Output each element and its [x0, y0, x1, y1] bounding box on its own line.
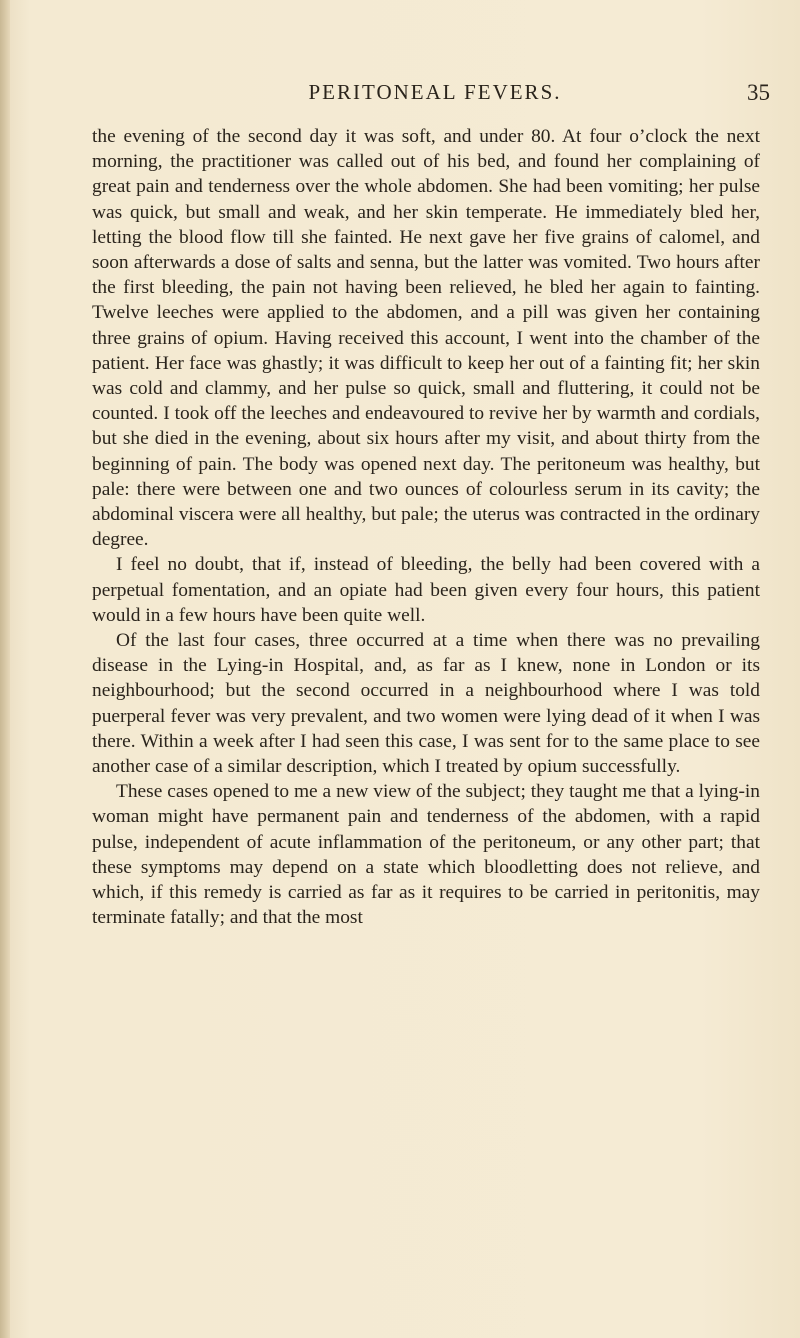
- running-title: PERITONEAL FEVERS.: [308, 80, 562, 104]
- running-head: [100, 80, 770, 108]
- body-text: [92, 124, 760, 931]
- page-spine-shadow: [0, 0, 10, 1338]
- paragraph-1: the evening of the second day it was soft, and under 80. At four o’clock the next morning, the practitioner was called out of his bed, and found her complaining of great pain and tenderness over the whole abdomen. She had been vomiting; her pulse was quick, but small and weak, and her skin temperate. He immediately bled her, letting the blood flow till she fainted. He next gave her five grains of calomel, and soon afterwards a dose of salts and senna, but the latter was vomited. Two hours after the first bleeding, the pain not having been relieved, he bled her again to fainting. Twelve leeches were applied to the abdomen, and a pill was given her containing three grains of opium. Having received this account, I went into the chamber of the patient. Her face was ghastly; it was difficult to keep her out of a fainting fit; her skin was cold and clammy, and her pulse so quick, small and fluttering, it could not be counted. I took off the leeches and endeavoured to revive her by warmth and cordials, but she died in the evening, about six hours after my visit, and about thirty from the beginning of pain. The body was opened next day. The peritoneum was healthy, but pale: there were between one and two ounces of colourless serum in its cavity; the abdominal viscera were all healthy, but pale; the uterus was contracted in the ordinary degree.: [92, 126, 760, 551]
- paragraph-3: Of the last four cases, three occurred at a time when there was no prevailing disease in the Lying-in Hospital, and, as far as I knew, none in London or its neighbourhood; but the second occurred in a neighbourhood where I was told puerperal fever was very prevalent, and two women were lying dead of it when I was there. Within a week after I had seen this case, I was sent for to the same place to see another case of a similar description, which I treated by opium successfully.: [92, 630, 760, 778]
- paragraph-4: These cases opened to me a new view of the subject; they taught me that a lying-in woman might have permanent pain and tenderness of the abdomen, with a rapid pulse, independent of acute inflammation of the peritoneum, or any other part; that these symptoms may depend on a state which bloodletting does not relieve, and which, if this remedy is carried as far as it requires to be carried in peritonitis, may terminate fatally; and that the most: [92, 781, 760, 929]
- page-number: 35: [747, 80, 770, 105]
- paragraph-2: I feel no doubt, that if, instead of bleeding, the belly had been covered with a perpetual fomentation, and an opiate had been given every four hours, this patient would in a few hours have been quite well.: [92, 554, 760, 626]
